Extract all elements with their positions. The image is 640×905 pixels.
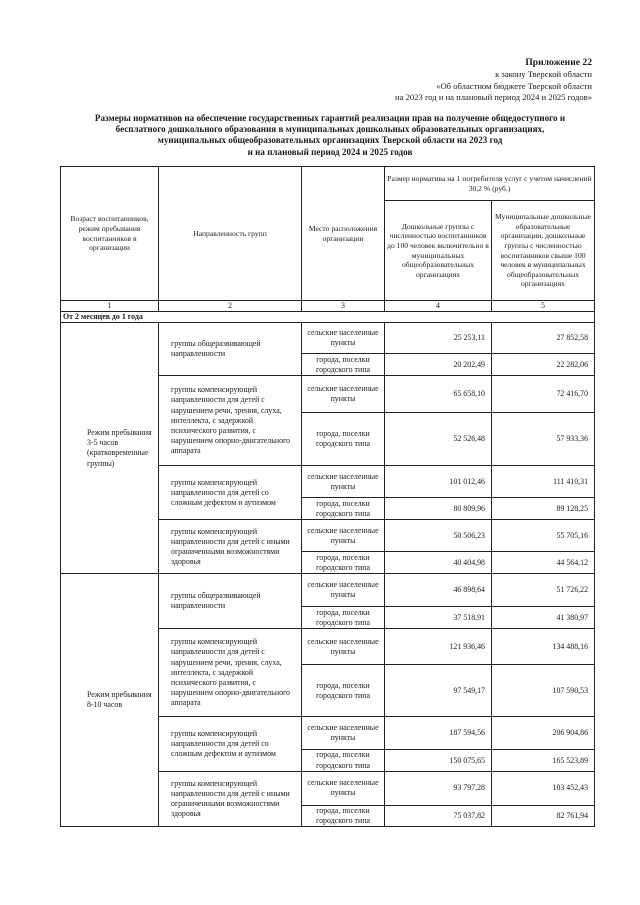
location-cell: города, поселки городского типа [302,552,385,574]
location-cell: сельские населенные пункты [302,574,385,607]
value-cell: 44 564,12 [492,552,595,574]
column-number: 1 [61,301,159,312]
location-cell: сельские населенные пункты [302,520,385,552]
value-cell: 97 549,17 [385,665,492,717]
value-cell: 65 658,10 [385,376,492,413]
header-group-direction: Направленность групп [159,167,302,301]
section-row [61,312,595,323]
value-cell: 46 898,64 [385,574,492,607]
value-cell: 134 488,16 [492,629,595,665]
group-direction: группы компенсирующей направленности для детей со сложным дефектом и аутизмом [159,717,302,771]
document-title [60,113,600,158]
location-cell: города, поселки городского типа [302,805,385,826]
value-cell: 82 761,94 [492,805,595,826]
value-cell: 93 797,28 [385,771,492,805]
value-cell: 103 452,43 [492,771,595,805]
location-cell: сельские населенные пункты [302,376,385,413]
location-cell: города, поселки городского типа [302,498,385,520]
value-cell: 89 128,25 [492,498,595,520]
value-cell: 57 933,36 [492,413,595,466]
value-cell: 55 705,16 [492,520,595,552]
value-cell: 52 526,48 [385,413,492,466]
header-age-regime: Возраст воспитанников, режим пребывания воспитанников в организации [61,167,159,301]
value-cell: 27 852,58 [492,323,595,354]
location-cell: сельские населенные пункты [302,717,385,750]
table-row [61,574,595,607]
header-location: Место расположения организации [302,167,385,301]
column-number: 4 [385,301,492,312]
location-cell: сельские населенные пункты [302,629,385,665]
location-cell: города, поселки городского типа [302,665,385,717]
title-line: бесплатного дошкольного образования в муниципальных дошкольных образовательных организациях, [115,124,545,135]
location-cell: города, поселки городского типа [302,750,385,771]
value-cell: 101 012,46 [385,466,492,498]
value-cell: 107 590,53 [492,665,595,717]
header-row [61,167,595,201]
group-direction: группы общеразвивающей направленности [159,574,302,629]
norms-table [60,166,595,827]
value-cell: 111 410,31 [492,466,595,498]
group-direction: группы компенсирующей направленности для детей с иными ограниченными возможностями здоровья [159,771,302,826]
value-cell: 75 037,82 [385,805,492,826]
location-cell: города, поселки городского типа [302,413,385,466]
appendix-header [292,57,592,104]
column-number: 5 [492,301,595,312]
title-line: Размеры нормативов на обеспечение государственных гарантий реализации прав на получение общедоступного и [94,113,566,123]
value-cell: 165 523,89 [492,750,595,771]
value-cell: 150 075,65 [385,750,492,771]
value-cell: 25 253,11 [385,323,492,354]
value-cell: 50 506,23 [385,520,492,552]
location-cell: сельские населенные пункты [302,771,385,805]
value-cell: 121 936,46 [385,629,492,665]
appendix-line: на 2023 год и на плановый период 2024 и 2025 годов» [395,92,592,103]
value-cell: 20 202,49 [385,354,492,376]
value-cell: 51 726,22 [492,574,595,607]
group-direction: группы компенсирующей направленности для детей с нарушением речи, зрения, слуха, интеллекта, с задержкой психического развития, с нарушением опорно-двигательного аппарата [159,376,302,466]
value-cell: 41 380,97 [492,607,595,629]
value-cell: 22 282,06 [492,354,595,376]
group-direction: группы компенсирующей направленности для детей с иными ограниченными возможностями здоровья [159,520,302,574]
appendix-line: к закону Тверской области [495,69,592,80]
group-direction: группы компенсирующей направленности для детей с нарушением речи, зрения, слуха, интеллекта, с задержкой психического развития, с нарушением опорно-двигательного аппарата [159,629,302,717]
title-line: и на плановый период 2024 и 2025 годов [247,146,413,157]
appendix-title: Приложение 22 [525,57,592,68]
value-cell: 187 594,56 [385,717,492,750]
group-direction: группы общеразвивающей направленности [159,323,302,376]
location-cell: города, поселки городского типа [302,607,385,629]
title-line: муниципальных общеобразовательных организациях Тверской области на 2023 год [157,135,503,146]
section-title: От 2 месяцев до 1 года [61,312,595,323]
value-cell: 72 416,70 [492,376,595,413]
location-cell: сельские населенные пункты [302,466,385,498]
column-number: 2 [159,301,302,312]
regime-label: Режим пребывания 8-10 часов [61,574,159,827]
table-row [61,323,595,354]
group-direction: группы компенсирующей направленности для детей со сложным дефектом и аутизмом [159,466,302,520]
location-cell: города, поселки городского типа [302,354,385,376]
value-cell: 37 518,91 [385,607,492,629]
header-norm-size: Размер норматива на 1 потребителя услуг с учетом начислений 30,2 % (руб.) [385,167,595,201]
header-col5: Муниципальные дошкольные образовательные организации, дошкольные группы с численностью воспитанников свыше 100 человек в муниципальных общеобразовательных организациях [492,201,595,301]
value-cell: 206 904,86 [492,717,595,750]
header-col4: Дошкольные группы с численностью воспитанников до 100 человек включительно в муниципальных общеобразовательных организациях [385,201,492,301]
column-number-row [61,301,595,312]
appendix-line: «Об областном бюджете Тверской области [436,80,592,91]
value-cell: 80 809,96 [385,498,492,520]
regime-label: Режим пребывания 3-5 часов (кратковременные группы) [61,323,159,574]
column-number: 3 [302,301,385,312]
location-cell: сельские населенные пункты [302,323,385,354]
value-cell: 40 404,98 [385,552,492,574]
